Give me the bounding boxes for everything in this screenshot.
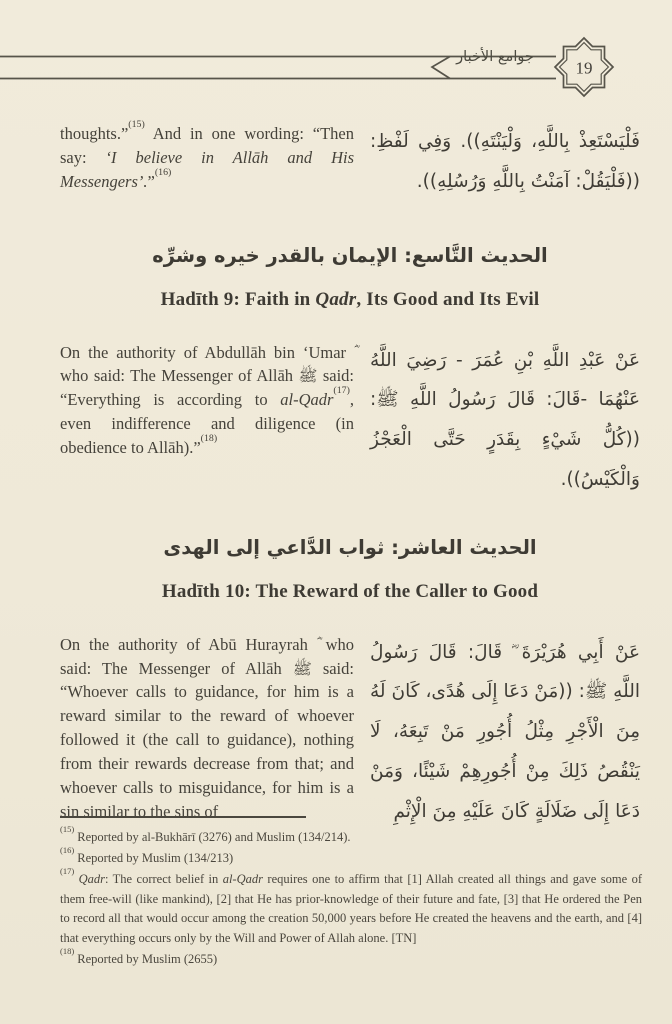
sallallahu-alayhi-wasallam-icon: ﷺ [298, 366, 318, 386]
footnote-16: $^{(16)}$ Reported by Muslim (134/213) [60, 845, 234, 866]
hadith9-paragraph-arabic: عَنْ عَبْدِ اللَّهِ بْنِ عُمَرَ - رَضِيَ اللَّهُ عَنْهُمَا -قَالَ: قَالَ رَسُولُ اللَّهِ ﷺ: ((كُلُّ شَيْءٍ بِقَدَرٍ حَتَّى الْعَجْزُ وَالْكَيْسُ)). [370, 349, 640, 490]
footnote-18: $^{(18)}$ Reported by Muslim (2655) [60, 946, 218, 967]
hadith10-heading-arabic: الحديث العاشر: ثواب الدَّاعي إلى الهدى [163, 535, 537, 559]
hadith9-paragraph-english: On the authority of Abdullāh bin ‘Umar who said: The Messenger of Allāh ﷺ said: “Everything is according to al-Qadr$^{(17)}$, even indifference and diligence (in obedience to Allāh).”$^{(18)}$ [60, 342, 354, 458]
page-body [60, 119, 640, 831]
intro-row [60, 119, 640, 202]
page-number: 19 [575, 58, 593, 78]
hadith9-row [60, 341, 640, 500]
hadith9-heading-arabic: الحديث التَّاسع: الإيمان بالقدر خيره وشرِّه [152, 243, 548, 267]
footnote-ref-16: (16) [154, 166, 172, 178]
footnote-separator [60, 816, 306, 818]
hadith9-heading-english: Hadīth 9: Faith in Qadr, Its Good and Its Evil [160, 288, 540, 310]
hadith10-paragraph-arabic: عَنْ أَبِي هُرَيْرَةَ ؓ قَالَ: قَالَ رَسُولُ اللَّهِ ﷺ: ((مَنْ دَعَا إِلَى هُدًى، كَانَ لَهُ مِنَ الْأَجْرِ مِثْلُ أُجُورِ مَنْ تَبِعَهُ، لَا يَنْقُصُ ذَلِكَ مِنْ أُجُورِهِمْ شَيْئًا، وَمَنْ دَعَا إِلَى ضَلَالَةٍ كَانَ عَلَيْهِ مِنَ الْإِثْمِ [370, 641, 640, 822]
footnote-ref-17: (17) [333, 385, 350, 397]
book-title-arabic: جوامع الأخبار [456, 49, 534, 65]
header-ornament [0, 0, 672, 120]
sallallahu-alayhi-wasallam-icon: ﷺ [292, 658, 312, 678]
footnote-ref-15: (15) [128, 119, 145, 131]
intro-paragraph-arabic: فَلْيَسْتَعِذْ بِاللَّهِ، وَلْيَنْتَهِ)). وَفِي لَفْظِ: ((فَلْيَقُلْ: آمَنْتُ بِاللَّهِ وَرُسُلِهِ)). [370, 131, 640, 192]
intro-paragraph-english: thoughts.”$^{(15)}$ And in one wording: “Then say: ‘I believe in Allāh and His Messengers’.”$^{(16)}$ [60, 119, 354, 191]
hadith10-paragraph-english: On the authority of Abū Hurayrah who said: The Messenger of Allāh ﷺ said: “Whoever calls to guidance, for him is a reward similar to the reward of whoever followed it (the call to guidance), nothing from their rewards decrease from that; and whoever calls to misguidance, for him is a sin similar to the sins of [60, 634, 354, 822]
hadith10-heading-english: Hadīth 10: The Reward of the Caller to Good [161, 580, 539, 602]
footnote-15: $^{(15)}$ Reported by al-Bukhārī (3276) and Muslim (134/214). [60, 824, 351, 845]
hadith10-row [60, 633, 640, 832]
footnotes-section [60, 816, 642, 970]
footnote-ref-18: (18) [200, 433, 218, 445]
footnote-17: $^{(17)}$ Qadr: The correct belief in al-Qadr requires one to affirm that [1] Allah created all things and gave some of them free-will (like mankind), [2] that He has prior-knowledge of their future and fate, [3] that He ordered the Pen to record all that would occur among the creation 50,000 years before He created the heavens and the earth, and [4] that everything occurs only by the Will and Power of Allah alone. [TN] [60, 866, 642, 946]
